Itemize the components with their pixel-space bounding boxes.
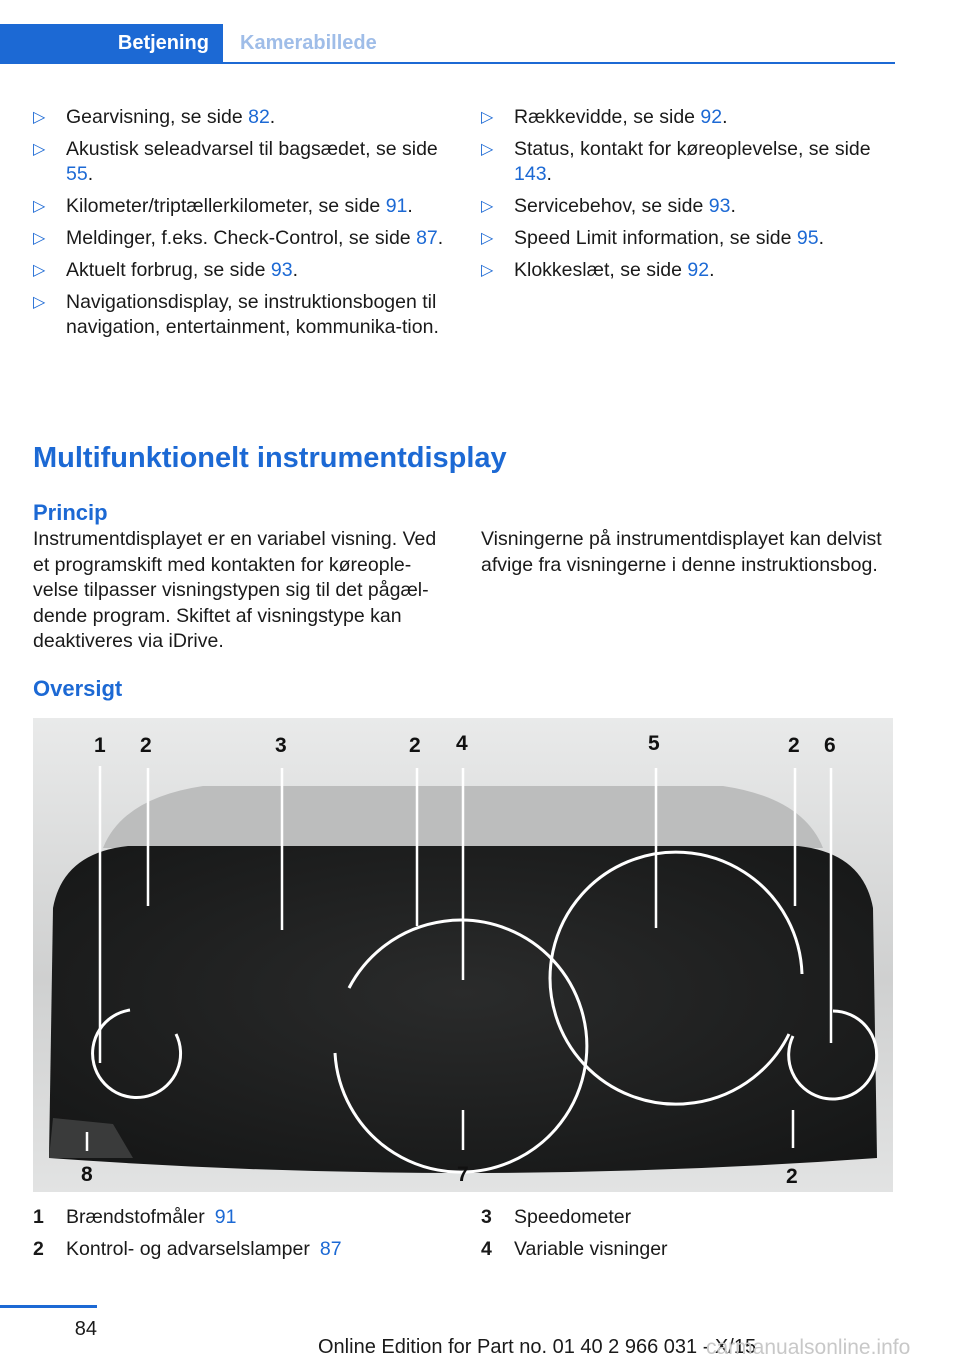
paragraph-right: Visningerne på instrumentdisplayet kan delvist afvige fra visningerne i denne instruktionsbog.: [481, 528, 882, 576]
page-link[interactable]: 143: [514, 163, 547, 185]
header-tabbar: [0, 24, 895, 64]
list-item: ▷ Meldinger, f.eks. Check-Control, se side 87.: [33, 227, 444, 249]
legend-row: 3 Speedometer: [481, 1206, 632, 1228]
callout-label-2: 2: [786, 1165, 798, 1188]
page-link[interactable]: 87: [416, 227, 438, 249]
triangle-bullet-icon: ▷: [481, 109, 494, 126]
legend-row: 1 Brændstofmåler 91: [33, 1206, 237, 1228]
tab-betjening[interactable]: Betjening: [0, 24, 223, 62]
callout-label-2: 2: [140, 734, 152, 757]
tab-kamerabillede[interactable]: Kamerabillede: [240, 32, 377, 54]
callout-label-3: 3: [275, 734, 287, 757]
watermark: carmanualsonline.info: [706, 1336, 911, 1359]
callout-label-7: 7: [457, 1163, 469, 1186]
footer-accent-line: [0, 1305, 97, 1308]
triangle-bullet-icon: ▷: [33, 230, 46, 247]
callout-label-6: 6: [824, 734, 836, 757]
callout-label-8: 8: [81, 1163, 93, 1186]
legend-left: [33, 1201, 342, 1265]
legend-row: 2 Kontrol- og advarselslamper 87: [33, 1238, 342, 1260]
callout-label-4: 4: [456, 732, 468, 755]
list-item: ▷ Akustisk seleadvarsel til bagsædet, se side 55.: [33, 138, 438, 185]
edition-text: Online Edition for Part no. 01 40 2 966 031 - X/15: [318, 1336, 757, 1358]
page-link[interactable]: 92: [687, 259, 710, 281]
list-item: ▷ Kilometer/triptællerkilometer, se side 91.: [33, 195, 413, 217]
callout-label-2: 2: [409, 734, 421, 757]
callout-label-5: 5: [648, 732, 660, 755]
instrument-cluster-figure: [33, 718, 893, 1192]
triangle-bullet-icon: ▷: [33, 141, 46, 158]
list-item: ▷ Servicebehov, se side 93.: [481, 195, 736, 217]
subsection-title-princip: Princip: [33, 500, 108, 525]
triangle-bullet-icon: ▷: [33, 262, 46, 279]
section-title: Multifunktionelt instrumentdisplay: [33, 442, 507, 474]
list-item: ▷ Gearvisning, se side 82.: [33, 106, 276, 128]
list-item: ▷ Rækkevidde, se side 92.: [481, 106, 728, 128]
list-item: ▷ Navigationsdisplay, se instruktionsbogen til navigation, entertainment, kommunika‐tion.: [33, 291, 439, 338]
triangle-bullet-icon: ▷: [33, 198, 46, 215]
page-link[interactable]: 95: [796, 227, 819, 249]
page-link[interactable]: 87: [319, 1238, 342, 1260]
legend-right: [481, 1201, 668, 1265]
triangle-bullet-icon: ▷: [481, 198, 494, 215]
legend-row: 4 Variable visninger: [481, 1238, 668, 1260]
page-link[interactable]: 91: [385, 195, 408, 217]
right-bullet-list: [481, 105, 896, 290]
triangle-bullet-icon: ▷: [481, 262, 494, 279]
page-link[interactable]: 55: [66, 163, 88, 185]
page-link[interactable]: 82: [248, 106, 270, 128]
paragraph-left: Instrumentdisplayet er en variabel visning. Ved et programskift med kontakten for køreople‐velse tilpasser visningstypen sig til det pågæl‐dende program. Skiftet af visningstype kan deaktiveres via iDrive.: [33, 528, 437, 652]
page-link[interactable]: 92: [700, 106, 723, 128]
page-link[interactable]: 93: [270, 259, 293, 281]
page-link[interactable]: 91: [214, 1206, 237, 1228]
list-item: ▷ Aktuelt forbrug, se side 93.: [33, 259, 298, 281]
page-number: 84: [74, 1318, 97, 1340]
page-link[interactable]: 93: [708, 195, 731, 217]
list-item: ▷ Status, kontakt for køreoplevelse, se side 143.: [481, 138, 871, 185]
triangle-bullet-icon: ▷: [481, 230, 494, 247]
list-item: ▷ Speed Limit information, se side 95.: [481, 227, 825, 249]
triangle-bullet-icon: ▷: [481, 141, 494, 158]
callout-label-1: 1: [94, 734, 106, 757]
callout-label-2: 2: [788, 734, 800, 757]
triangle-bullet-icon: ▷: [33, 294, 46, 311]
list-item: ▷ Klokkeslæt, se side 92.: [481, 259, 715, 281]
left-bullet-list: [33, 105, 448, 347]
triangle-bullet-icon: ▷: [33, 109, 46, 126]
subsection-title-oversigt: Oversigt: [33, 676, 123, 701]
